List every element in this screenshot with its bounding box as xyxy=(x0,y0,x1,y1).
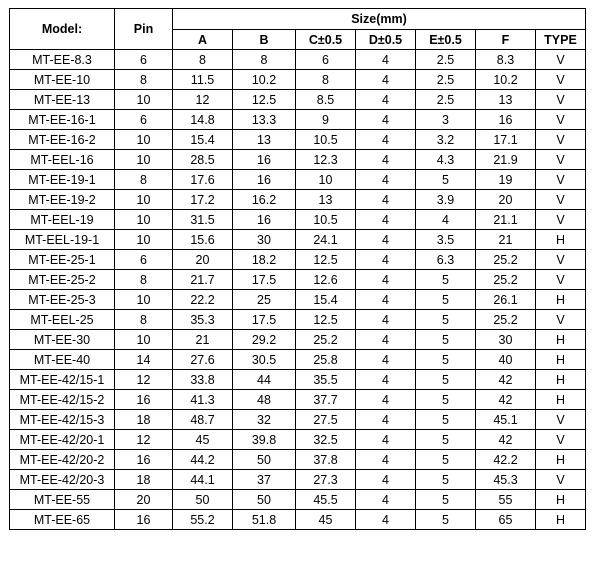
cell-pin: 10 xyxy=(115,90,173,110)
cell-c: 25.8 xyxy=(296,350,356,370)
cell-b: 17.5 xyxy=(233,310,296,330)
cell-e: 2.5 xyxy=(416,50,476,70)
cell-f: 19 xyxy=(476,170,536,190)
table-row xyxy=(10,510,586,530)
cell-e: 5 xyxy=(416,410,476,430)
cell-f: 42 xyxy=(476,370,536,390)
cell-pin: 8 xyxy=(115,270,173,290)
table-row xyxy=(10,270,586,290)
cell-e: 5 xyxy=(416,470,476,490)
cell-d: 4 xyxy=(356,70,416,90)
cell-a: 12 xyxy=(173,90,233,110)
cell-pin: 12 xyxy=(115,430,173,450)
cell-d: 4 xyxy=(356,270,416,290)
cell-f: 21.1 xyxy=(476,210,536,230)
cell-f: 30 xyxy=(476,330,536,350)
cell-e: 5 xyxy=(416,390,476,410)
cell-a: 28.5 xyxy=(173,150,233,170)
cell-b: 51.8 xyxy=(233,510,296,530)
cell-e: 4.3 xyxy=(416,150,476,170)
cell-a: 31.5 xyxy=(173,210,233,230)
cell-pin: 10 xyxy=(115,190,173,210)
cell-type: V xyxy=(536,270,586,290)
table-row xyxy=(10,190,586,210)
cell-c: 6 xyxy=(296,50,356,70)
cell-model: MT-EE-30 xyxy=(10,330,115,350)
cell-type: H xyxy=(536,510,586,530)
cell-model: MT-EE-25-1 xyxy=(10,250,115,270)
cell-b: 12.5 xyxy=(233,90,296,110)
cell-f: 26.1 xyxy=(476,290,536,310)
cell-c: 45.5 xyxy=(296,490,356,510)
cell-c: 24.1 xyxy=(296,230,356,250)
cell-type: V xyxy=(536,310,586,330)
cell-model: MT-EEL-19-1 xyxy=(10,230,115,250)
table-row xyxy=(10,350,586,370)
cell-b: 39.8 xyxy=(233,430,296,450)
cell-d: 4 xyxy=(356,230,416,250)
cell-d: 4 xyxy=(356,90,416,110)
cell-e: 5 xyxy=(416,350,476,370)
cell-c: 10.5 xyxy=(296,210,356,230)
cell-b: 29.2 xyxy=(233,330,296,350)
col-type-header: TYPE xyxy=(536,30,586,50)
table-row xyxy=(10,210,586,230)
cell-pin: 6 xyxy=(115,50,173,70)
cell-e: 5 xyxy=(416,310,476,330)
cell-e: 5 xyxy=(416,170,476,190)
cell-a: 8 xyxy=(173,50,233,70)
cell-d: 4 xyxy=(356,190,416,210)
cell-d: 4 xyxy=(356,510,416,530)
cell-pin: 8 xyxy=(115,70,173,90)
cell-e: 5 xyxy=(416,370,476,390)
table-row xyxy=(10,150,586,170)
cell-b: 25 xyxy=(233,290,296,310)
cell-c: 45 xyxy=(296,510,356,530)
cell-type: V xyxy=(536,190,586,210)
cell-d: 4 xyxy=(356,110,416,130)
cell-model: MT-EE-55 xyxy=(10,490,115,510)
cell-f: 10.2 xyxy=(476,70,536,90)
cell-b: 30.5 xyxy=(233,350,296,370)
cell-type: V xyxy=(536,250,586,270)
cell-model: MT-EE-10 xyxy=(10,70,115,90)
cell-type: V xyxy=(536,150,586,170)
cell-pin: 16 xyxy=(115,510,173,530)
cell-a: 41.3 xyxy=(173,390,233,410)
cell-type: V xyxy=(536,410,586,430)
cell-b: 44 xyxy=(233,370,296,390)
header-row-top xyxy=(10,9,586,30)
cell-b: 30 xyxy=(233,230,296,250)
cell-b: 48 xyxy=(233,390,296,410)
cell-f: 42.2 xyxy=(476,450,536,470)
col-a-header: A xyxy=(173,30,233,50)
cell-a: 14.8 xyxy=(173,110,233,130)
cell-pin: 10 xyxy=(115,130,173,150)
cell-d: 4 xyxy=(356,450,416,470)
cell-c: 32.5 xyxy=(296,430,356,450)
cell-pin: 14 xyxy=(115,350,173,370)
cell-c: 35.5 xyxy=(296,370,356,390)
cell-a: 48.7 xyxy=(173,410,233,430)
table-row xyxy=(10,170,586,190)
cell-c: 13 xyxy=(296,190,356,210)
cell-model: MT-EE-40 xyxy=(10,350,115,370)
cell-model: MT-EE-13 xyxy=(10,90,115,110)
cell-model: MT-EEL-25 xyxy=(10,310,115,330)
cell-pin: 10 xyxy=(115,150,173,170)
cell-a: 21.7 xyxy=(173,270,233,290)
cell-d: 4 xyxy=(356,50,416,70)
cell-type: V xyxy=(536,430,586,450)
col-f-header: F xyxy=(476,30,536,50)
cell-d: 4 xyxy=(356,130,416,150)
cell-c: 8 xyxy=(296,70,356,90)
cell-a: 21 xyxy=(173,330,233,350)
cell-type: V xyxy=(536,170,586,190)
cell-model: MT-EEL-16 xyxy=(10,150,115,170)
cell-d: 4 xyxy=(356,470,416,490)
cell-pin: 8 xyxy=(115,310,173,330)
cell-d: 4 xyxy=(356,350,416,370)
cell-e: 5 xyxy=(416,450,476,470)
cell-a: 15.6 xyxy=(173,230,233,250)
cell-e: 2.5 xyxy=(416,90,476,110)
cell-d: 4 xyxy=(356,390,416,410)
table-row xyxy=(10,70,586,90)
cell-pin: 20 xyxy=(115,490,173,510)
cell-a: 44.1 xyxy=(173,470,233,490)
cell-d: 4 xyxy=(356,490,416,510)
cell-f: 40 xyxy=(476,350,536,370)
cell-b: 10.2 xyxy=(233,70,296,90)
table-row xyxy=(10,450,586,470)
cell-c: 37.7 xyxy=(296,390,356,410)
cell-pin: 10 xyxy=(115,210,173,230)
cell-b: 8 xyxy=(233,50,296,70)
cell-type: H xyxy=(536,290,586,310)
cell-a: 33.8 xyxy=(173,370,233,390)
cell-b: 37 xyxy=(233,470,296,490)
cell-pin: 6 xyxy=(115,110,173,130)
cell-f: 45.1 xyxy=(476,410,536,430)
cell-type: V xyxy=(536,130,586,150)
cell-type: V xyxy=(536,470,586,490)
cell-f: 13 xyxy=(476,90,536,110)
cell-a: 22.2 xyxy=(173,290,233,310)
col-c-header: C±0.5 xyxy=(296,30,356,50)
cell-f: 45.3 xyxy=(476,470,536,490)
cell-f: 20 xyxy=(476,190,536,210)
cell-d: 4 xyxy=(356,210,416,230)
cell-model: MT-EEL-19 xyxy=(10,210,115,230)
cell-a: 45 xyxy=(173,430,233,450)
cell-c: 10 xyxy=(296,170,356,190)
cell-model: MT-EE-42/15-1 xyxy=(10,370,115,390)
cell-c: 27.3 xyxy=(296,470,356,490)
cell-b: 32 xyxy=(233,410,296,430)
table-row xyxy=(10,90,586,110)
cell-c: 12.5 xyxy=(296,310,356,330)
cell-model: MT-EE-42/20-1 xyxy=(10,430,115,450)
cell-b: 18.2 xyxy=(233,250,296,270)
col-b-header: B xyxy=(233,30,296,50)
pin-header: Pin xyxy=(115,9,173,50)
cell-c: 10.5 xyxy=(296,130,356,150)
cell-f: 42 xyxy=(476,430,536,450)
cell-f: 17.1 xyxy=(476,130,536,150)
model-header: Model: xyxy=(10,9,115,50)
cell-model: MT-EE-42/15-3 xyxy=(10,410,115,430)
cell-a: 17.6 xyxy=(173,170,233,190)
cell-d: 4 xyxy=(356,290,416,310)
cell-a: 15.4 xyxy=(173,130,233,150)
table-row xyxy=(10,410,586,430)
spec-table xyxy=(9,8,586,530)
table-row xyxy=(10,470,586,490)
cell-c: 9 xyxy=(296,110,356,130)
cell-d: 4 xyxy=(356,310,416,330)
cell-type: V xyxy=(536,70,586,90)
table-row xyxy=(10,330,586,350)
cell-f: 25.2 xyxy=(476,270,536,290)
cell-model: MT-EE-25-3 xyxy=(10,290,115,310)
cell-d: 4 xyxy=(356,370,416,390)
table-row xyxy=(10,230,586,250)
cell-c: 12.6 xyxy=(296,270,356,290)
table-row xyxy=(10,370,586,390)
cell-b: 16 xyxy=(233,210,296,230)
cell-type: H xyxy=(536,370,586,390)
cell-f: 25.2 xyxy=(476,250,536,270)
cell-c: 27.5 xyxy=(296,410,356,430)
cell-pin: 6 xyxy=(115,250,173,270)
cell-a: 11.5 xyxy=(173,70,233,90)
col-e-header: E±0.5 xyxy=(416,30,476,50)
cell-e: 3.2 xyxy=(416,130,476,150)
cell-model: MT-EE-42/15-2 xyxy=(10,390,115,410)
cell-c: 8.5 xyxy=(296,90,356,110)
cell-pin: 8 xyxy=(115,170,173,190)
cell-f: 21 xyxy=(476,230,536,250)
cell-e: 3.5 xyxy=(416,230,476,250)
cell-type: H xyxy=(536,490,586,510)
cell-model: MT-EE-19-1 xyxy=(10,170,115,190)
table-row xyxy=(10,130,586,150)
cell-d: 4 xyxy=(356,250,416,270)
cell-f: 42 xyxy=(476,390,536,410)
cell-pin: 16 xyxy=(115,450,173,470)
cell-model: MT-EE-42/20-3 xyxy=(10,470,115,490)
cell-a: 27.6 xyxy=(173,350,233,370)
cell-f: 21.9 xyxy=(476,150,536,170)
cell-b: 50 xyxy=(233,450,296,470)
cell-type: H xyxy=(536,350,586,370)
cell-type: V xyxy=(536,110,586,130)
cell-pin: 12 xyxy=(115,370,173,390)
cell-b: 17.5 xyxy=(233,270,296,290)
cell-pin: 10 xyxy=(115,230,173,250)
cell-type: V xyxy=(536,50,586,70)
cell-d: 4 xyxy=(356,150,416,170)
cell-c: 15.4 xyxy=(296,290,356,310)
cell-b: 16 xyxy=(233,150,296,170)
cell-d: 4 xyxy=(356,330,416,350)
table-row xyxy=(10,390,586,410)
cell-f: 55 xyxy=(476,490,536,510)
cell-e: 3 xyxy=(416,110,476,130)
cell-f: 16 xyxy=(476,110,536,130)
cell-e: 5 xyxy=(416,270,476,290)
col-d-header: D±0.5 xyxy=(356,30,416,50)
cell-f: 65 xyxy=(476,510,536,530)
cell-a: 20 xyxy=(173,250,233,270)
table-row xyxy=(10,250,586,270)
cell-e: 2.5 xyxy=(416,70,476,90)
cell-model: MT-EE-8.3 xyxy=(10,50,115,70)
cell-pin: 18 xyxy=(115,410,173,430)
cell-c: 12.3 xyxy=(296,150,356,170)
cell-type: V xyxy=(536,210,586,230)
cell-model: MT-EE-65 xyxy=(10,510,115,530)
cell-b: 50 xyxy=(233,490,296,510)
cell-b: 16 xyxy=(233,170,296,190)
cell-e: 5 xyxy=(416,330,476,350)
cell-pin: 10 xyxy=(115,330,173,350)
cell-e: 6.3 xyxy=(416,250,476,270)
cell-pin: 10 xyxy=(115,290,173,310)
cell-type: H xyxy=(536,330,586,350)
cell-model: MT-EE-42/20-2 xyxy=(10,450,115,470)
cell-a: 55.2 xyxy=(173,510,233,530)
cell-d: 4 xyxy=(356,410,416,430)
cell-f: 8.3 xyxy=(476,50,536,70)
cell-a: 44.2 xyxy=(173,450,233,470)
cell-c: 12.5 xyxy=(296,250,356,270)
cell-type: H xyxy=(536,390,586,410)
cell-model: MT-EE-25-2 xyxy=(10,270,115,290)
table-row xyxy=(10,50,586,70)
cell-e: 5 xyxy=(416,290,476,310)
cell-b: 16.2 xyxy=(233,190,296,210)
table-row xyxy=(10,430,586,450)
cell-e: 5 xyxy=(416,490,476,510)
cell-e: 5 xyxy=(416,510,476,530)
cell-d: 4 xyxy=(356,430,416,450)
cell-type: V xyxy=(536,90,586,110)
cell-pin: 16 xyxy=(115,390,173,410)
cell-a: 50 xyxy=(173,490,233,510)
table-row xyxy=(10,290,586,310)
cell-e: 5 xyxy=(416,430,476,450)
cell-d: 4 xyxy=(356,170,416,190)
cell-a: 35.3 xyxy=(173,310,233,330)
table-row xyxy=(10,490,586,510)
cell-type: H xyxy=(536,450,586,470)
cell-model: MT-EE-19-2 xyxy=(10,190,115,210)
cell-pin: 18 xyxy=(115,470,173,490)
cell-e: 3.9 xyxy=(416,190,476,210)
cell-model: MT-EE-16-2 xyxy=(10,130,115,150)
size-header: Size(mm) xyxy=(173,9,586,30)
cell-f: 25.2 xyxy=(476,310,536,330)
cell-model: MT-EE-16-1 xyxy=(10,110,115,130)
table-row xyxy=(10,110,586,130)
cell-e: 4 xyxy=(416,210,476,230)
cell-type: H xyxy=(536,230,586,250)
cell-a: 17.2 xyxy=(173,190,233,210)
cell-c: 37.8 xyxy=(296,450,356,470)
cell-b: 13.3 xyxy=(233,110,296,130)
cell-b: 13 xyxy=(233,130,296,150)
table-row xyxy=(10,310,586,330)
table-body xyxy=(10,50,586,530)
cell-c: 25.2 xyxy=(296,330,356,350)
